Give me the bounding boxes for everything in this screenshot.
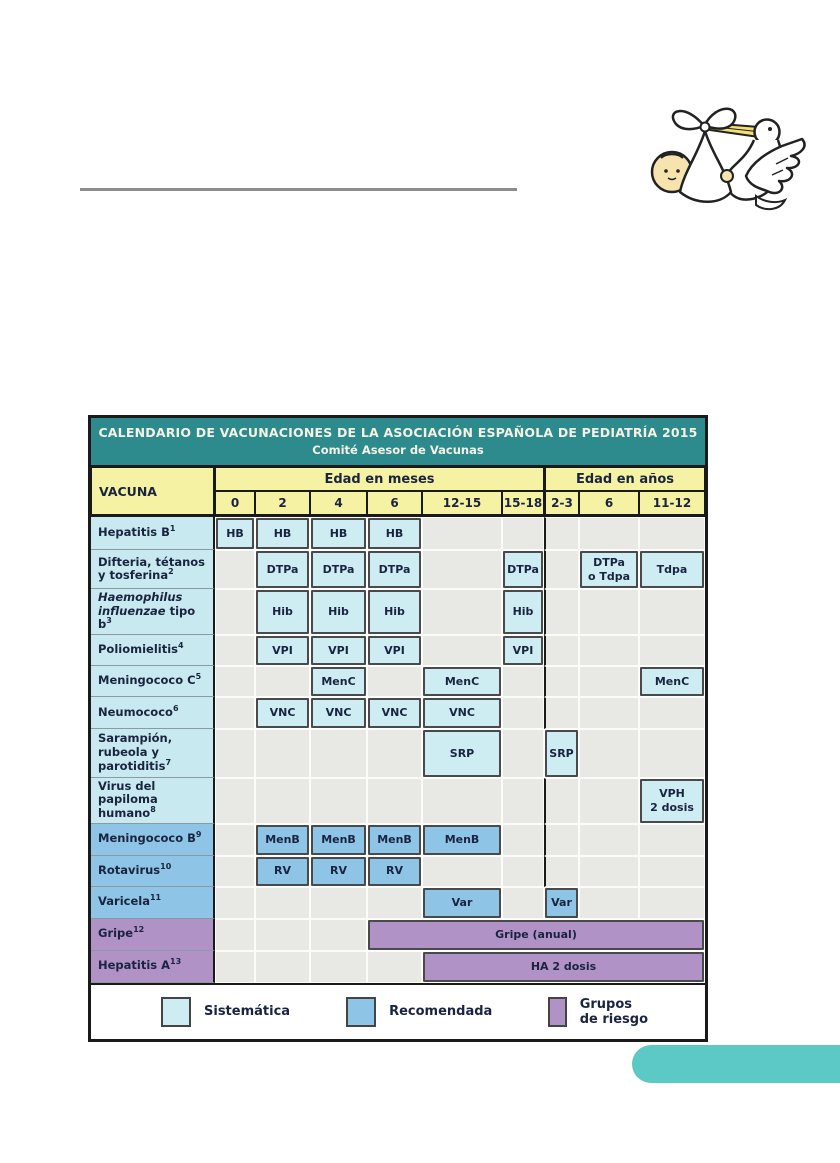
empty-cell — [255, 951, 310, 983]
empty-cell — [367, 887, 422, 919]
empty-cell — [544, 856, 579, 887]
empty-cell — [310, 951, 367, 983]
vaccine-row-label: Varicela$^{11}$ — [91, 887, 215, 919]
legend-item-sistematica — [161, 997, 290, 1027]
vaccine-row-label: Neumococo$^6$ — [91, 697, 215, 729]
empty-cell — [422, 635, 502, 666]
legend-swatch-recomendada — [346, 997, 376, 1027]
empty-cell — [502, 666, 544, 697]
table-header — [91, 467, 705, 517]
age-column-header: 2-3 — [544, 491, 579, 515]
divider-line — [80, 188, 517, 191]
vaccine-row-label: Gripe$^{12}$ — [91, 919, 215, 951]
vaccine-dose-cell: Gripe (anual) — [368, 920, 704, 950]
empty-cell — [215, 697, 255, 729]
legend-item-recomendada — [346, 997, 492, 1027]
vaccine-dose-cell: VNC — [256, 698, 309, 728]
bundle-knot — [673, 111, 704, 129]
empty-cell — [502, 778, 544, 824]
vaccine-row-label: Hepatitis $A^{13}$ — [91, 951, 215, 983]
empty-cell — [579, 856, 639, 887]
legend-label: Recomendada — [389, 1004, 493, 1019]
empty-cell — [579, 697, 639, 729]
empty-cell — [367, 778, 422, 824]
empty-cell — [215, 550, 255, 589]
empty-cell — [367, 666, 422, 697]
vaccine-dose-cell: MenC — [423, 667, 501, 696]
vaccine-dose-cell: HB — [256, 518, 309, 549]
vaccine-dose-cell: SRP — [545, 730, 578, 777]
vaccine-dose-cell: Var — [545, 888, 578, 918]
vaccine-row-label: Meningococo $C^5$ — [91, 666, 215, 697]
vaccine-row — [91, 887, 705, 919]
vaccine-dose-cell: RV — [256, 857, 309, 886]
legend-label: Sistemática — [204, 1004, 291, 1019]
age-column-header: 4 — [310, 491, 367, 515]
age-column-header: 6 — [367, 491, 422, 515]
vaccine-row-label: Meningococo $B^9$ — [91, 824, 215, 856]
vaccine-row-label: Difteria, tétanos y tosferina$^2$ — [91, 550, 215, 589]
vaccine-row-label: Hepatitis $B^1$ — [91, 517, 215, 550]
empty-cell — [544, 824, 579, 856]
vaccine-dose-cell: VPI — [368, 636, 421, 665]
vaccine-dose-cell: MenC — [311, 667, 366, 696]
vaccine-dose-cell: Hib — [368, 590, 421, 634]
vaccine-row — [91, 589, 705, 635]
vaccine-dose-cell: RV — [311, 857, 366, 886]
age-column-header: 15-18 — [502, 491, 544, 515]
vaccine-row — [91, 666, 705, 697]
empty-cell — [422, 517, 502, 550]
vaccine-dose-cell: Hib — [256, 590, 309, 634]
baby-hand — [721, 170, 733, 182]
stork-baby-illustration — [628, 96, 812, 224]
empty-cell — [639, 635, 705, 666]
empty-cell — [422, 589, 502, 635]
vaccine-dose-cell: VPH 2 dosis — [640, 779, 704, 823]
empty-cell — [255, 919, 310, 951]
empty-cell — [579, 666, 639, 697]
vaccine-row-label: Sarampión, rubeola y parotiditis$^7$ — [91, 729, 215, 778]
empty-cell — [215, 778, 255, 824]
vaccine-dose-cell: VNC — [311, 698, 366, 728]
empty-cell — [215, 856, 255, 887]
empty-cell — [544, 550, 579, 589]
empty-cell — [502, 856, 544, 887]
empty-cell — [502, 729, 544, 778]
vaccine-row-label: Rotavirus$^{10}$ — [91, 856, 215, 887]
vacuna-column-header: VACUNA — [91, 467, 215, 515]
vaccine-dose-cell: HA 2 dosis — [423, 952, 704, 982]
empty-cell — [579, 887, 639, 919]
calendar-title: CALENDARIO DE VACUNACIONES DE LA ASOCIACIÓN ESPAÑOLA DE PEDIATRÍA 2015 — [98, 425, 698, 440]
vaccine-dose-cell: VPI — [311, 636, 366, 665]
empty-cell — [502, 697, 544, 729]
empty-cell — [215, 589, 255, 635]
vaccine-dose-cell: MenB — [368, 825, 421, 855]
empty-cell — [310, 887, 367, 919]
vaccine-dose-cell: VNC — [368, 698, 421, 728]
vaccine-dose-cell: DTPa — [256, 551, 309, 588]
empty-cell — [255, 729, 310, 778]
vaccine-row-label: Haemophilus influenzae tipo $b^3$ — [91, 589, 215, 635]
empty-cell — [367, 951, 422, 983]
empty-cell — [367, 729, 422, 778]
empty-cell — [255, 666, 310, 697]
vaccine-dose-cell: Tdpa — [640, 551, 704, 588]
age-column-header: 2 — [255, 491, 310, 515]
empty-cell — [310, 919, 367, 951]
legend-item-riesgo — [548, 997, 649, 1027]
vaccine-dose-cell: Var — [423, 888, 501, 918]
vaccine-dose-cell: VNC — [423, 698, 501, 728]
empty-cell — [502, 824, 544, 856]
calendar-subtitle: Comité Asesor de Vacunas — [312, 442, 484, 457]
vaccine-dose-cell: HB — [311, 518, 366, 549]
vaccine-dose-cell: Hib — [503, 590, 543, 634]
vaccine-row — [91, 951, 705, 983]
vaccine-row — [91, 729, 705, 778]
empty-cell — [639, 729, 705, 778]
vaccine-row — [91, 824, 705, 856]
empty-cell — [502, 517, 544, 550]
empty-cell — [310, 729, 367, 778]
empty-cell — [639, 517, 705, 550]
empty-cell — [544, 517, 579, 550]
age-column-header: 12-15 — [422, 491, 502, 515]
legend-label: Grupos de riesgo — [579, 996, 649, 1027]
vaccine-dose-cell: DTPa — [311, 551, 366, 588]
empty-cell — [255, 778, 310, 824]
empty-cell — [639, 856, 705, 887]
vaccine-row — [91, 697, 705, 729]
teal-accent-bar — [632, 1045, 840, 1083]
vaccine-dose-cell: SRP — [423, 730, 501, 777]
empty-cell — [422, 550, 502, 589]
vaccine-dose-cell: MenC — [640, 667, 704, 696]
empty-cell — [544, 589, 579, 635]
vaccine-dose-cell: HB — [216, 518, 254, 549]
empty-cell — [310, 778, 367, 824]
empty-cell — [639, 697, 705, 729]
vaccine-row — [91, 517, 705, 550]
empty-cell — [422, 778, 502, 824]
age-column-header: 0 — [215, 491, 255, 515]
calendar-title-block — [91, 418, 705, 467]
empty-cell — [544, 697, 579, 729]
vaccination-calendar-table — [88, 415, 708, 1042]
vaccine-row — [91, 856, 705, 887]
empty-cell — [502, 887, 544, 919]
vaccine-dose-cell: MenB — [311, 825, 366, 855]
legend-swatch-riesgo — [548, 997, 566, 1027]
empty-cell — [579, 778, 639, 824]
vaccine-dose-cell: RV — [368, 857, 421, 886]
empty-cell — [422, 856, 502, 887]
vaccine-dose-cell: DTPa — [368, 551, 421, 588]
vaccine-row — [91, 919, 705, 951]
empty-cell — [215, 887, 255, 919]
empty-cell — [215, 951, 255, 983]
vaccine-dose-cell: Hib — [311, 590, 366, 634]
vaccine-row-label: Poliomielitis$^4$ — [91, 635, 215, 666]
legend-swatch-sistematica — [161, 997, 191, 1027]
empty-cell — [579, 517, 639, 550]
empty-cell — [215, 729, 255, 778]
empty-cell — [639, 824, 705, 856]
vaccine-dose-cell: HB — [368, 518, 421, 549]
empty-cell — [215, 635, 255, 666]
years-group-header: Edad en años — [544, 467, 705, 491]
empty-cell — [215, 666, 255, 697]
empty-cell — [579, 589, 639, 635]
empty-cell — [215, 824, 255, 856]
months-group-header: Edad en meses — [215, 467, 544, 491]
empty-cell — [579, 729, 639, 778]
empty-cell — [639, 589, 705, 635]
empty-cell — [544, 778, 579, 824]
vaccine-dose-cell: VPI — [256, 636, 309, 665]
table-body — [91, 517, 705, 982]
vaccine-dose-cell: DTPa o Tdpa — [580, 551, 638, 588]
vaccine-dose-cell: MenB — [256, 825, 309, 855]
empty-cell — [544, 635, 579, 666]
empty-cell — [579, 635, 639, 666]
vaccine-row — [91, 778, 705, 824]
stork-tail — [756, 196, 785, 209]
vaccine-dose-cell: VPI — [503, 636, 543, 665]
age-column-header: 11-12 — [639, 491, 705, 515]
empty-cell — [255, 887, 310, 919]
empty-cell — [544, 666, 579, 697]
legend — [91, 983, 705, 1039]
age-column-header: 6 — [579, 491, 639, 515]
empty-cell — [579, 824, 639, 856]
vaccine-dose-cell: DTPa — [503, 551, 543, 588]
vaccine-row-label: Virus del papiloma humano$^8$ — [91, 778, 215, 824]
vaccine-row — [91, 550, 705, 589]
vaccine-dose-cell: MenB — [423, 825, 501, 855]
vaccine-row — [91, 635, 705, 666]
empty-cell — [639, 887, 705, 919]
empty-cell — [215, 919, 255, 951]
